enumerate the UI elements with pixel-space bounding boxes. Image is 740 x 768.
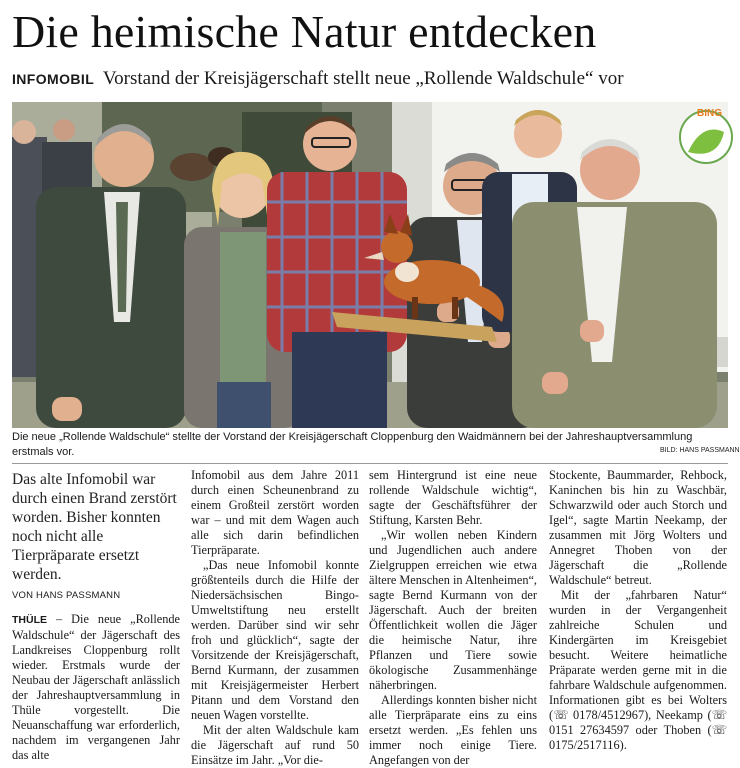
article-photo: [12, 102, 728, 428]
col2-paragraph-1: Infomobil aus dem Jahre 2011 durch einen Scheunenbrand zu einem Großteil zerstört worden war – und mit dem Wagen auch alle sich darin befindlichen Tierpräparate.: [191, 468, 359, 557]
author-line: VON HANS PASSMANN: [12, 590, 121, 601]
dateline: THÜLE: [12, 614, 47, 626]
col2-paragraph-3: Mit der alten Waldschule kam die Jägerschaft auf rund 50 Einsätze im Jahr. „Vor die-: [191, 723, 359, 767]
subline: [12, 66, 727, 92]
col3-paragraph-2: „Wir wollen neben Kindern und Jugendlichen auch andere Zielgruppen erreichen wie etwa ältere Menschen in Altenheimen“, sagte Bernd Kurmann von der Jägerschaft. Auch der breiten Öffentlichkeit wollen die Jäger die heimische Natur, ihre Pflanzen und Tiere sowie ökologische Zusammenhänge näherbringen.: [369, 528, 537, 692]
photo-caption: Die neue „Rollende Waldschule“ stellte der Vorstand der Kreisjägerschaft Cloppenburg den Waidmännern bei der Jahreshauptversammlung erstmals vor.: [12, 430, 728, 464]
body-column-3: [369, 468, 537, 767]
kicker: INFOMOBIL: [12, 71, 95, 87]
col3-paragraph-1: sem Hintergrund ist eine neue rollende Waldschule wichtig“, sagte der Geschäftsführer der Stiftung, Karsten Behr.: [369, 468, 537, 527]
photo-credit: BILD: HANS PASSMANN: [660, 447, 740, 454]
col4-paragraph-2: Mit der „fahrbaren Natur“ wurden in der Vergangenheit zahlreiche Schulen und Kindergärten im Kreisgebiet besucht. Weitere heimatliche Präparate werden gerne mit in die fahrbare Waldschule aufgenommen. Informationen gibt es bei Wolters (☏ 0178/4512967), Neekamp (☏ 0151 27634597 oder Thoben (☏ 0175/2517116).: [549, 588, 727, 752]
col3-paragraph-3: Allerdings konnten bisher nicht alle Tierpräparate eins zu eins ersetzt werden. „Es fehlen uns immer noch einige Tiere. Angefangen von der: [369, 693, 537, 767]
body-column-4: [549, 468, 727, 750]
col4-paragraph-1: Stockente, Baummarder, Rehbock, Kaninchen bis hin zu Waschbär, Schwarzwild oder auch Storch und Igel“, sagte Martin Neekamp, der zusammen mit Jörg Wolters und Annegret Thoben von der Jägerschaft die „Rollende Waldschule“ betreut.: [549, 468, 727, 587]
lead-text: Das alte Infomobil war durch einen Brand zerstört worden. Bisher konnten noch nicht alle Tierpräparate ersetzt werden.: [12, 471, 177, 583]
body-column-1: [12, 612, 180, 762]
col1-text: – Die neue „Rollende Waldschule“ der Jägerschaft des Landkreises Cloppenburg rollt wieder. Erstmals wurde der Neubau der Jägerschaft anlässlich der Jahreshauptversammlung in Thüle vorgestellt. Die Neuanschaffung war erforderlich, nachdem im vergangenen Jahr das alte: [12, 612, 180, 762]
col2-paragraph-2: „Das neue Infomobil konnte größtenteils durch die Hilfe der Niedersächsischen Bingo-Umweltstiftung neu erstellt werden. Darüber sind wir sehr froh und glücklich“, sagte der Vorsitzende der Kreisjägerschaft, Bernd Kurmann, der zusammen mit Kreisjägermeister Herbert Pitann und dem Vorstand den neuen Wagen vorstellte.: [191, 558, 359, 722]
body-column-2: [191, 468, 359, 767]
subtitle: Vorstand der Kreisjägerschaft stellt neue „Rollende Waldschule“ vor: [102, 68, 624, 89]
headline: Die heimische Natur entdecken: [12, 6, 597, 57]
sign-text: BING: [697, 108, 722, 119]
